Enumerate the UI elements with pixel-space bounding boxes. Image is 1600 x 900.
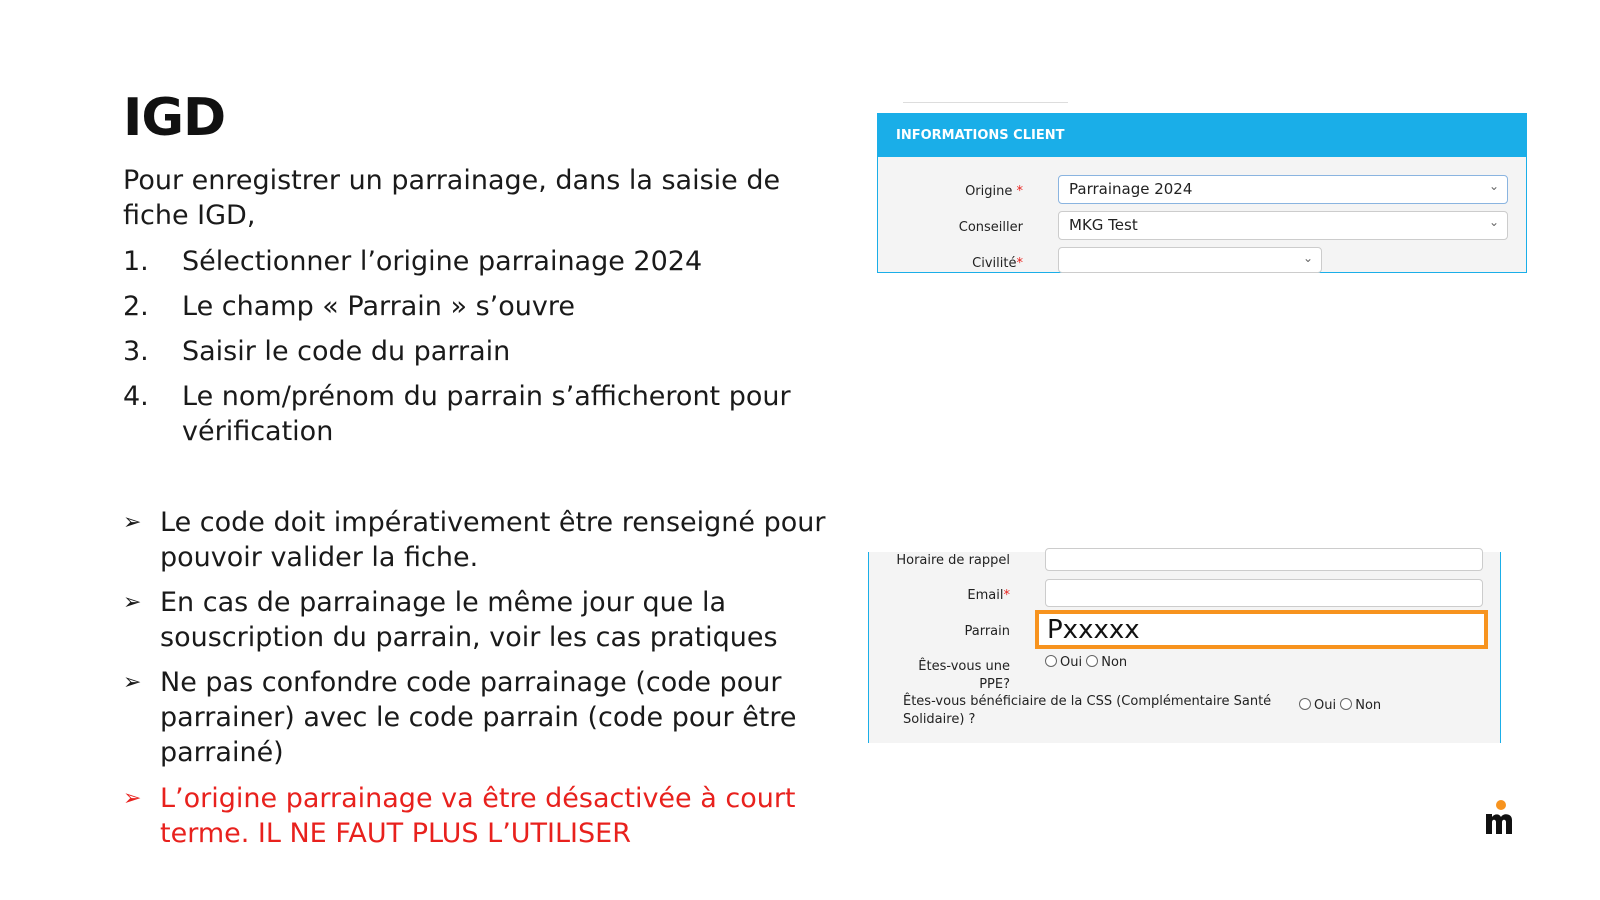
css-non-radio[interactable] xyxy=(1340,698,1352,710)
parrain-input[interactable]: Pxxxxx xyxy=(1035,610,1488,649)
bullet-text: En cas de parrainage le même jour que la souscription du parrain, voir les cas pratiques xyxy=(160,587,778,653)
civilite-select[interactable] xyxy=(1058,247,1322,273)
ppe-radio-group: Oui Non xyxy=(1045,655,1127,670)
horaire-label: Horaire de rappel xyxy=(896,553,1010,568)
arrow-bullet-icon: ➢ xyxy=(123,510,142,535)
chevron-down-icon: ⌄ xyxy=(1488,179,1499,193)
email-input[interactable] xyxy=(1045,579,1483,607)
ppe-label: Êtes-vous une PPE? xyxy=(918,659,1010,692)
divider xyxy=(903,102,1068,103)
form-screenshot xyxy=(868,552,1501,743)
email-label: Email* xyxy=(967,588,1010,603)
civilite-label: Civilité* xyxy=(972,256,1023,271)
brand-logo xyxy=(1484,798,1518,836)
intro-text: Pour enregistrer un parrainage, dans la saisie de fiche IGD, xyxy=(123,165,781,231)
chevron-down-icon: ⌄ xyxy=(1302,251,1313,265)
client-info-screenshot xyxy=(877,113,1527,273)
bullet-text: L’origine parrainage va être désactivée à court terme. IL NE FAUT PLUS L’UTILISER xyxy=(160,783,796,849)
step-number: 4. xyxy=(123,381,149,412)
step-number: 3. xyxy=(123,336,149,367)
step-number: 1. xyxy=(123,246,149,277)
bullet-text: Ne pas confondre code parrainage (code pour parrainer) avec le code parrain (code pour être parrainé) xyxy=(160,667,797,768)
ppe-non-radio[interactable] xyxy=(1086,655,1098,667)
ppe-oui-radio[interactable] xyxy=(1045,655,1057,667)
panel-header: INFORMATIONS CLIENT xyxy=(878,113,1526,157)
arrow-bullet-icon: ➢ xyxy=(123,670,142,695)
arrow-bullet-icon: ➢ xyxy=(123,590,142,615)
arrow-bullet-icon: ➢ xyxy=(123,786,142,811)
origine-select[interactable]: Parrainage 2024 ⌄ xyxy=(1058,175,1508,204)
css-radio-group: Oui Non xyxy=(1299,698,1381,713)
slide-title: IGD xyxy=(123,88,226,148)
css-oui-radio[interactable] xyxy=(1299,698,1311,710)
step-text: Le nom/prénom du parrain s’afficheront pour vérification xyxy=(182,381,791,447)
chevron-down-icon: ⌄ xyxy=(1488,215,1499,229)
step-text: Le champ « Parrain » s’ouvre xyxy=(182,291,575,322)
origine-label: Origine * xyxy=(965,184,1023,199)
bullet-text: Le code doit impérativement être renseigné pour pouvoir valider la fiche. xyxy=(160,507,826,573)
step-number: 2. xyxy=(123,291,149,322)
conseiller-label: Conseiller xyxy=(958,220,1023,235)
conseiller-select[interactable]: MKG Test ⌄ xyxy=(1058,211,1508,240)
parrain-label: Parrain xyxy=(964,624,1010,639)
horaire-input[interactable] xyxy=(1045,548,1483,571)
step-text: Saisir le code du parrain xyxy=(182,336,511,367)
step-text: Sélectionner l’origine parrainage 2024 xyxy=(182,246,703,277)
css-label: Êtes-vous bénéficiaire de la CSS (Complémentaire Santé Solidaire) ? xyxy=(903,694,1272,727)
